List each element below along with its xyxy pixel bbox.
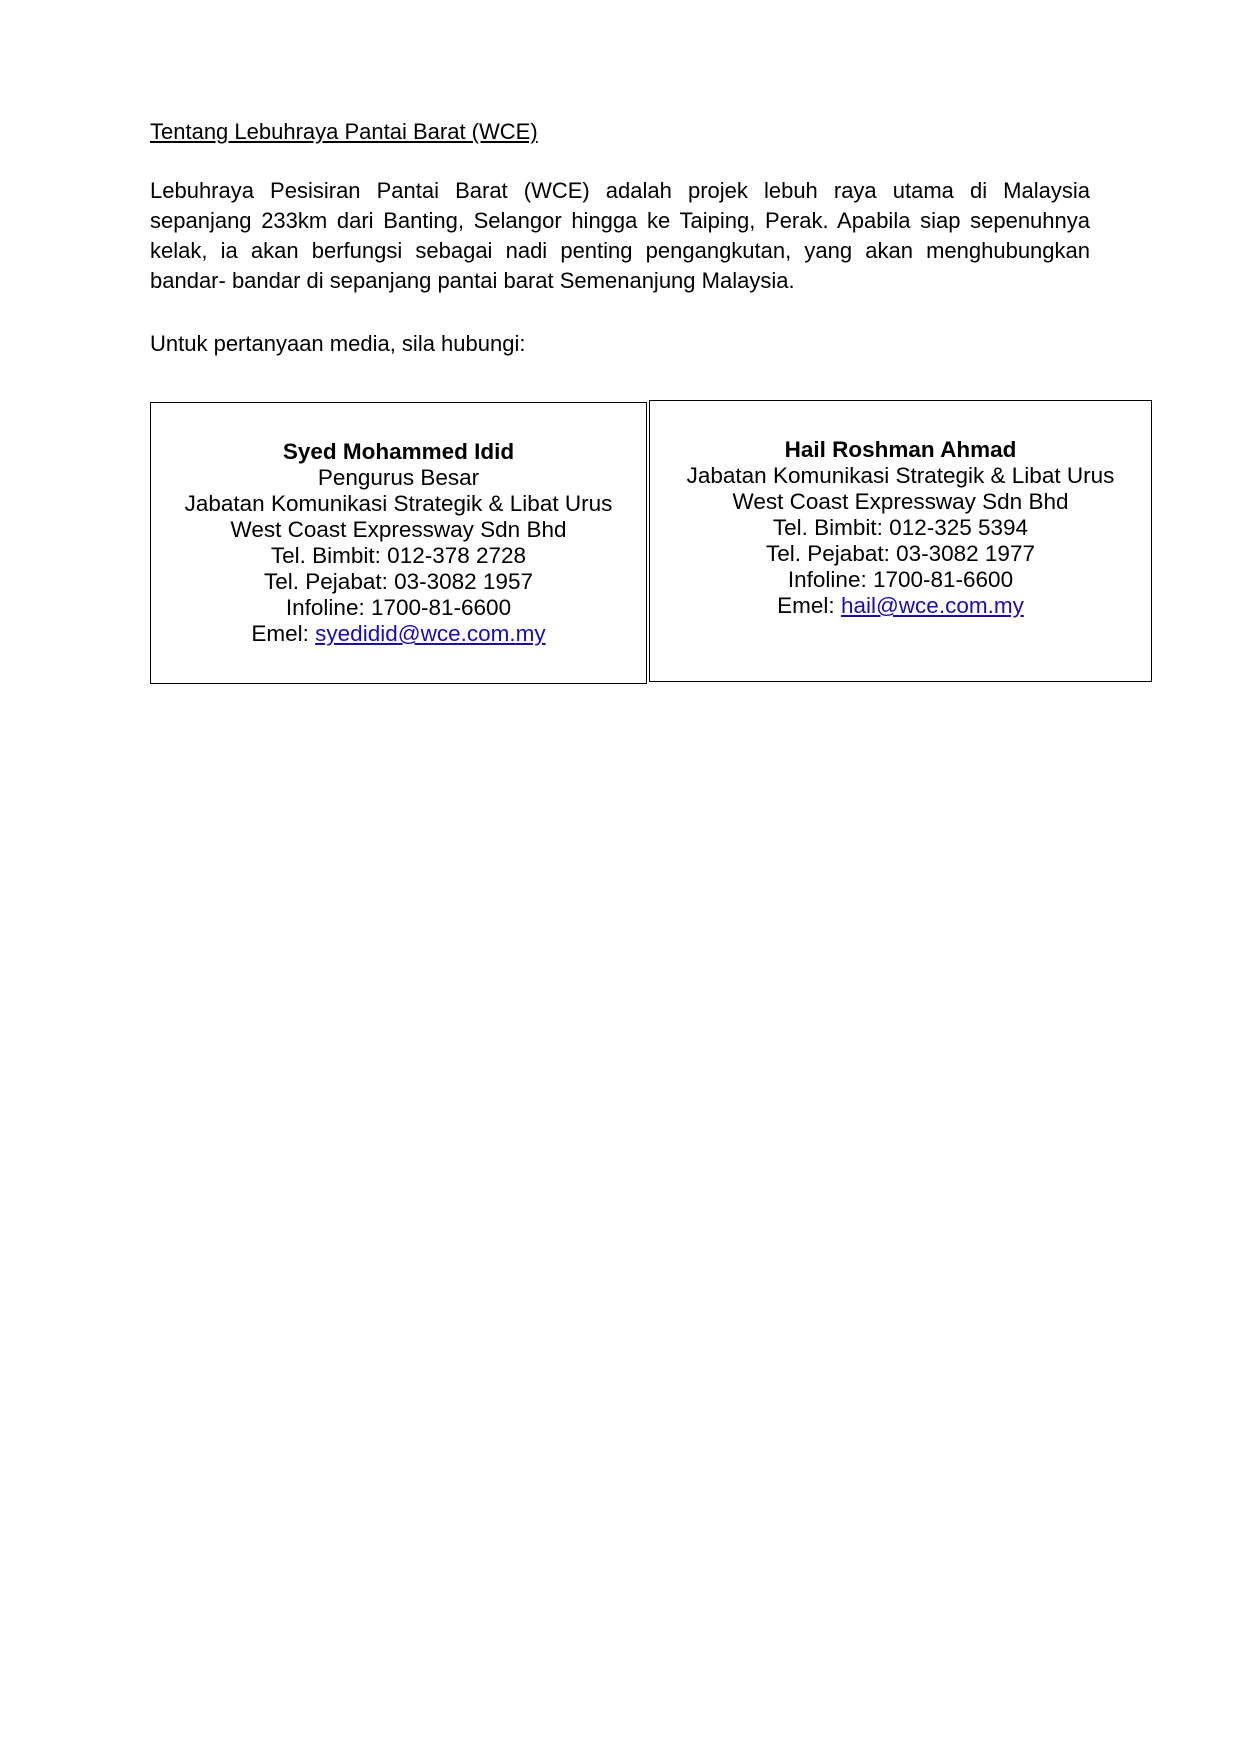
contact-company: West Coast Expressway Sdn Bhd xyxy=(732,489,1069,514)
email-label: Emel: xyxy=(251,621,316,646)
email-link[interactable]: syedidid@wce.com.my xyxy=(315,621,546,646)
contact-office: Tel. Pejabat: 03-3082 1977 xyxy=(766,541,1035,566)
contact-department: Jabatan Komunikasi Strategik & Libat Urus xyxy=(184,491,613,516)
contact-title: Pengurus Besar xyxy=(317,465,480,490)
paragraph-line: sepanjang 233km dari Banting, Selangor hingga ke Taiping, Perak. Apabila siap sepenuhnya xyxy=(150,208,1090,233)
contact-email-row xyxy=(151,621,646,647)
contact-mobile: Tel. Bimbit: 012-378 2728 xyxy=(270,543,527,568)
contact-department: Jabatan Komunikasi Strategik & Libat Urus xyxy=(686,463,1115,488)
contact-company: West Coast Expressway Sdn Bhd xyxy=(230,517,567,542)
contact-email-row xyxy=(650,593,1151,619)
contact-name: Hail Roshman Ahmad xyxy=(784,437,1017,462)
contact-card-hail xyxy=(649,400,1152,682)
contact-office: Tel. Pejabat: 03-3082 1957 xyxy=(264,569,533,594)
email-label: Emel: xyxy=(777,593,841,618)
paragraph-line: kelak, ia akan berfungsi sebagai nadi penting pengangkutan, yang akan menghubungkan xyxy=(150,238,1090,263)
section-heading: Tentang Lebuhraya Pantai Barat (WCE) xyxy=(150,119,538,144)
contact-infoline: Infoline: 1700-81-6600 xyxy=(787,567,1014,592)
contact-mobile: Tel. Bimbit: 012-325 5394 xyxy=(772,515,1029,540)
description-paragraph xyxy=(150,176,1090,296)
contact-infoline: Infoline: 1700-81-6600 xyxy=(285,595,512,620)
email-link[interactable]: hail@wce.com.my xyxy=(840,593,1024,618)
paragraph-line: bandar- bandar di sepanjang pantai barat Semenanjung Malaysia. xyxy=(150,268,795,293)
contact-name: Syed Mohammed Idid xyxy=(282,439,515,464)
contact-intro: Untuk pertanyaan media, sila hubungi: xyxy=(150,331,526,356)
contact-card-syed xyxy=(150,402,647,684)
paragraph-line: Lebuhraya Pesisiran Pantai Barat (WCE) adalah projek lebuh raya utama di Malaysia xyxy=(150,178,1090,203)
